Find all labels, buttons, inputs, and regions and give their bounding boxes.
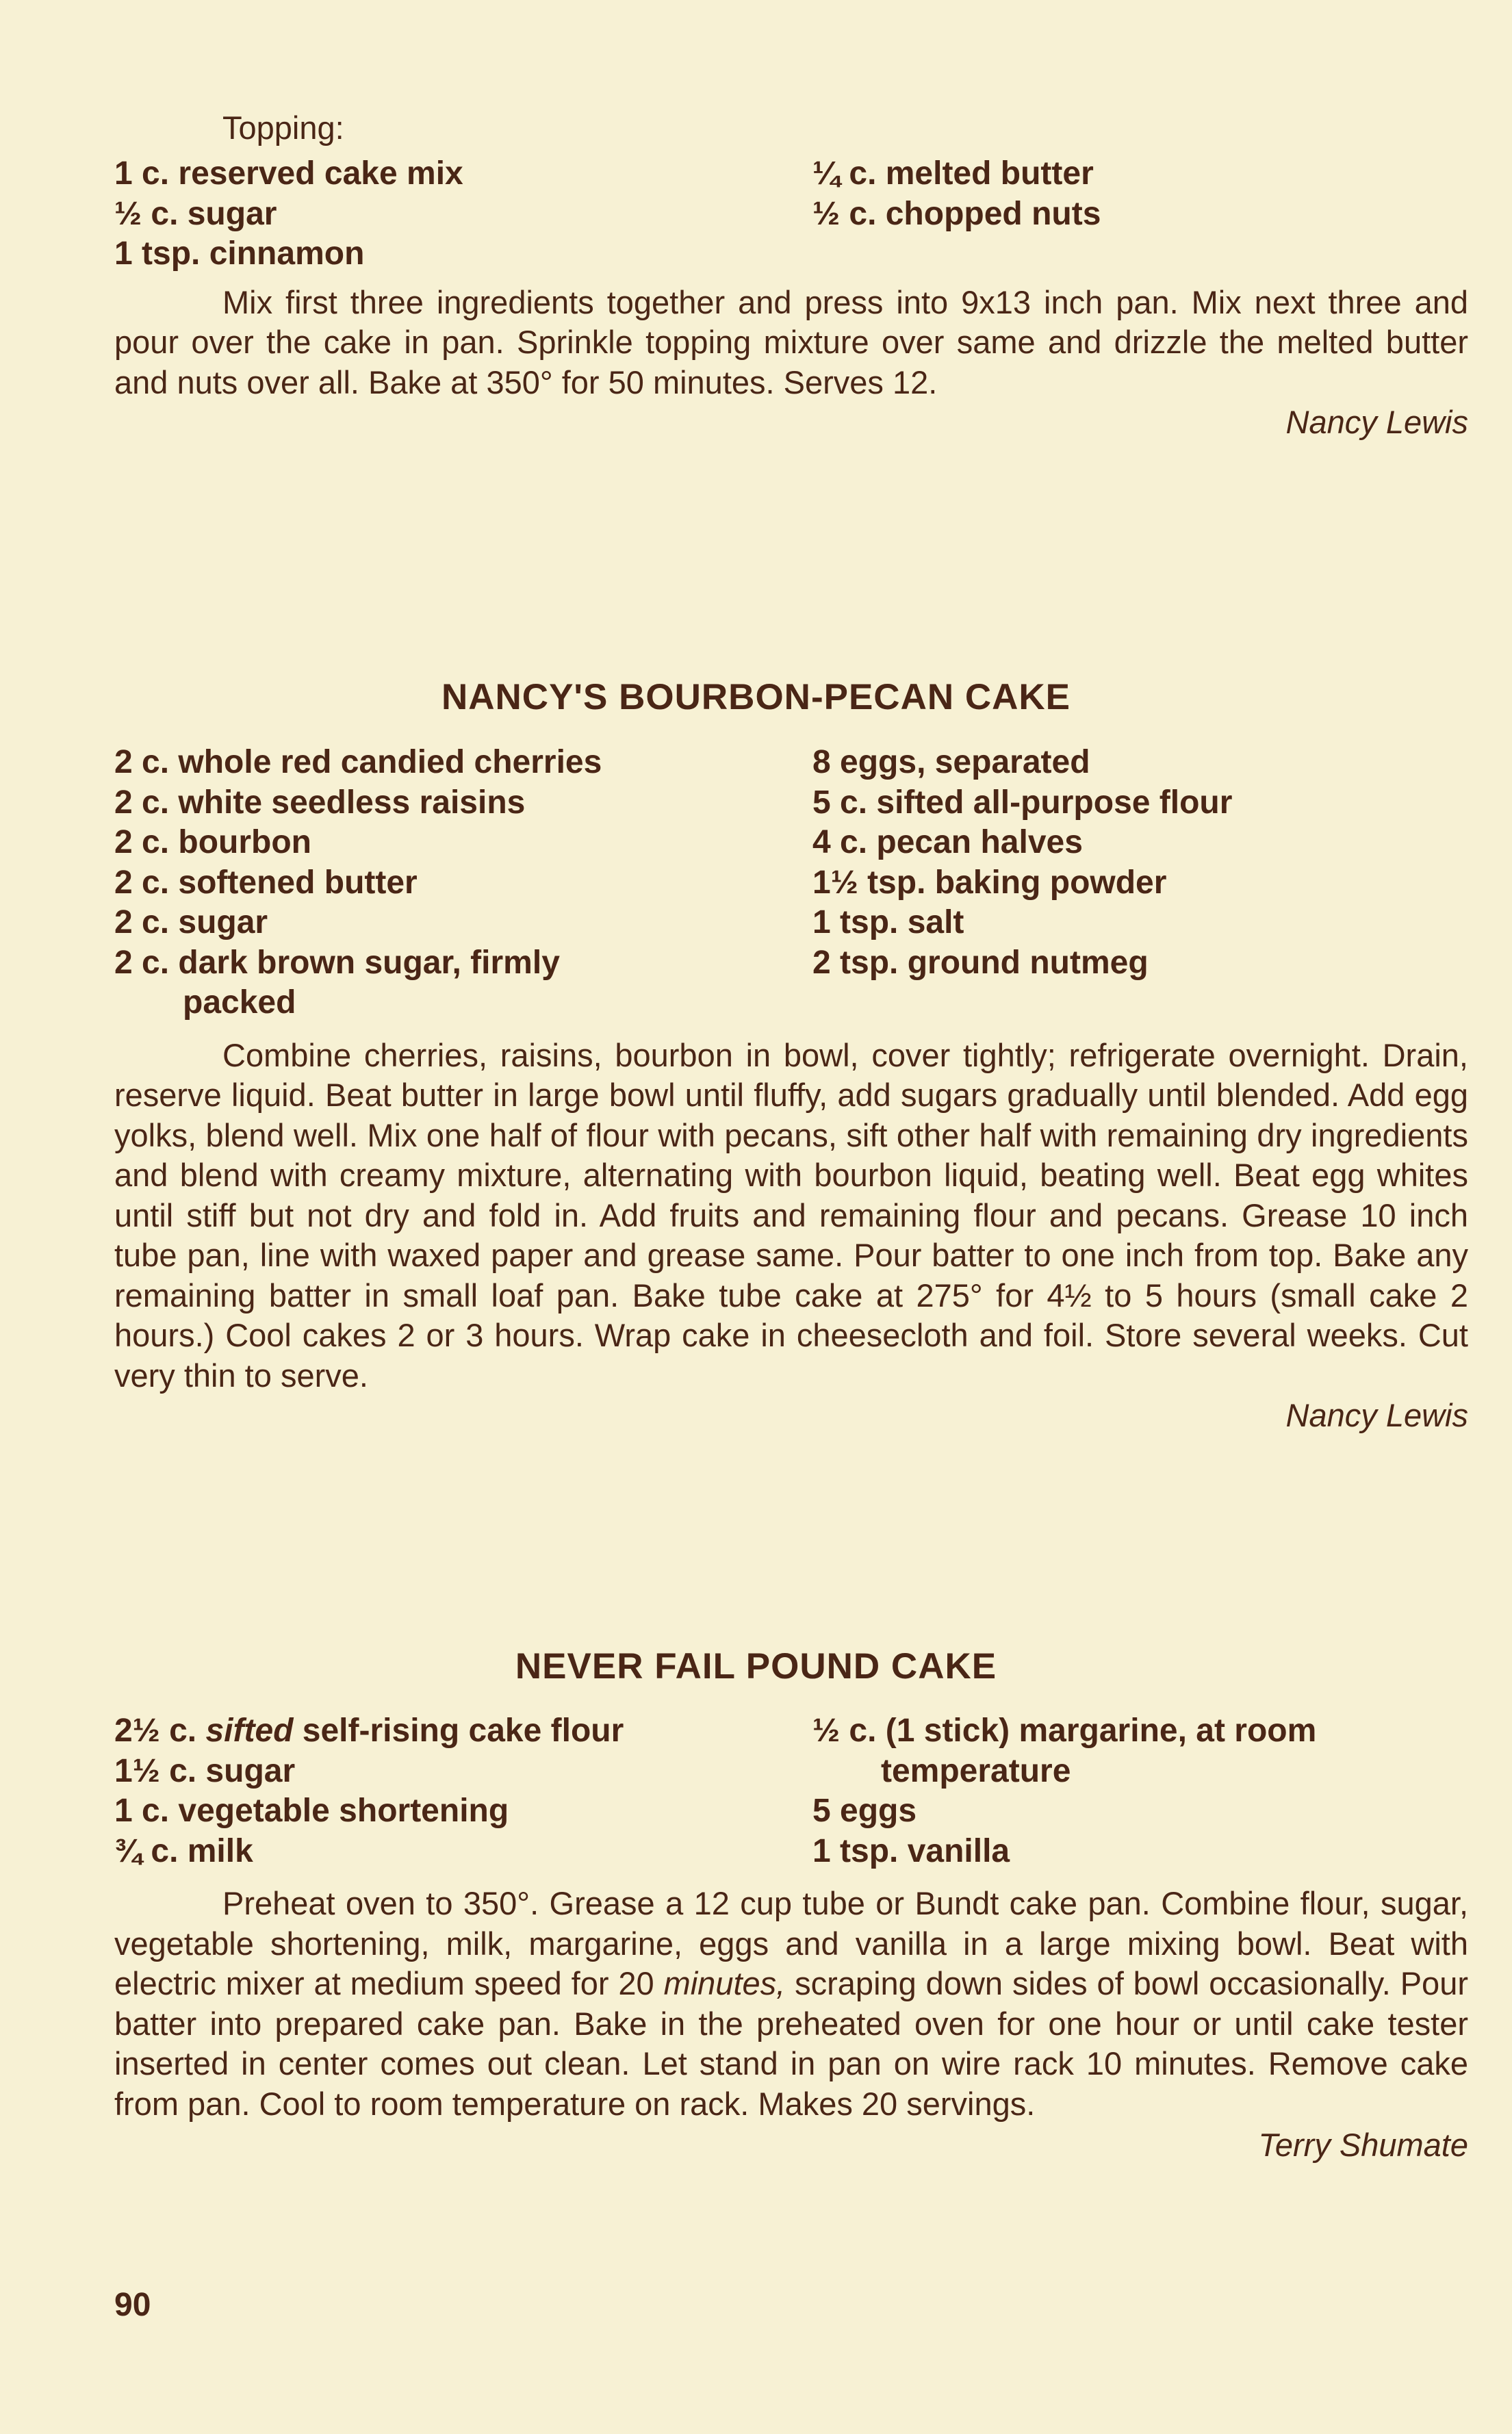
- ingredients-right: [812, 1711, 1468, 1871]
- topping-section: [114, 108, 1468, 442]
- recipe-author: Terry Shumate: [1258, 2127, 1468, 2163]
- ingredient: 2 c. softened butter: [114, 864, 418, 901]
- topping-ingredients-left: [114, 154, 812, 274]
- ingredient: 5 c. sifted all-purpose flour: [812, 784, 1233, 821]
- emphasis: sifted: [205, 1713, 294, 1749]
- ingredient: ¾ c. milk: [114, 1832, 253, 1869]
- ingredient: ½ c. (1 stick) margarine, at room: [812, 1713, 1317, 1749]
- ingredient: 2 c. sugar: [114, 904, 268, 940]
- pound-cake-ingredients: [114, 1711, 1468, 1871]
- ingredient: 4 c. pecan halves: [812, 824, 1083, 860]
- ingredient: 2 tsp. ground nutmeg: [812, 944, 1149, 981]
- recipe-author: Nancy Lewis: [1285, 1397, 1468, 1433]
- bourbon-pecan-ingredients: [114, 743, 1468, 1023]
- ingredient-continuation: packed: [183, 984, 296, 1021]
- emphasis: minutes,: [663, 1965, 786, 2001]
- ingredient: 1½ c. sugar: [114, 1752, 296, 1789]
- pound-cake-section: [114, 1711, 1468, 2165]
- ingredient: 2½ c. sifted self-rising cake flour: [114, 1713, 624, 1749]
- ingredient: 1 tsp. vanilla: [812, 1832, 1010, 1869]
- ingredient: ½ c. sugar: [114, 195, 277, 232]
- recipe-author: Nancy Lewis: [1285, 404, 1468, 440]
- recipe-title: NEVER FAIL POUND CAKE: [515, 1646, 997, 1687]
- pound-cake-directions: Preheat oven to 350°. Grease a 12 cup tube or Bundt cake pan. Combine flour, sugar, vegetable shortening, milk, margarine, eggs and vanilla in a large mixing bowl. Beat with electric mixer at medium speed for 20 minutes, scraping down sides of bowl occasionally. Pour batter into prepared cake pan. Bake in the preheated oven for one hour or until cake tester inserted in center comes out clean. Let stand in pan on wire rack 10 minutes. Remove cake from pan. Cool to room temperature on rack. Makes 20 servings.: [114, 1885, 1468, 2122]
- ingredient: 2 c. bourbon: [114, 824, 311, 860]
- bourbon-pecan-directions: Combine cherries, raisins, bourbon in bowl, cover tightly; refrigerate overnight. Drain, reserve liquid. Beat butter in large bowl until fluffy, add sugars gradually until blended. Add egg yolks, blend well. Mix one half of flour with pecans, sift other half with remaining dry ingredients and blend with creamy mixture, alternating with bourbon liquid, beating well. Beat egg whites until stiff but not dry and fold in. Add fruits and remaining flour and pecans. Grease 10 inch tube pan, line with waxed paper and grease same. Pour batter to one inch from top. Bake any remaining batter in small loaf pan. Bake tube cake at 275° for 4½ to 5 hours (small cake 2 hours.) Cool cakes 2 or 3 hours. Wrap cake in cheesecloth and foil. Store several weeks. Cut very thin to serve.: [114, 1036, 1468, 1394]
- topping-ingredients: [114, 154, 1468, 274]
- ingredients-left: [114, 1711, 812, 1871]
- page-number: 90: [114, 2287, 151, 2323]
- topping-ingredients-right: [812, 154, 1468, 274]
- ingredient: 1 c. reserved cake mix: [114, 155, 463, 192]
- ingredient: 1 tsp. cinnamon: [114, 235, 365, 272]
- ingredient: ½ c. chopped nuts: [812, 195, 1101, 232]
- ingredients-right: [812, 743, 1468, 1023]
- ingredient: 1 c. vegetable shortening: [114, 1793, 509, 1829]
- ingredient: ¼ c. melted butter: [812, 155, 1094, 192]
- ingredients-left: [114, 743, 812, 1023]
- ingredient: 1 tsp. salt: [812, 904, 964, 940]
- ingredient: 2 c. dark brown sugar, firmly: [114, 944, 560, 981]
- ingredient-continuation: temperature: [881, 1752, 1071, 1789]
- ingredient: 8 eggs, separated: [812, 744, 1090, 780]
- topping-label: Topping:: [222, 110, 344, 146]
- ingredient: 2 c. whole red candied cherries: [114, 744, 602, 780]
- recipe-title: NANCY'S BOURBON-PECAN CAKE: [441, 677, 1071, 717]
- ingredient: 1½ tsp. baking powder: [812, 864, 1167, 901]
- bourbon-pecan-section: [114, 743, 1468, 1435]
- topping-directions: Mix first three ingredients together and press into 9x13 inch pan. Mix next three and pour over the cake in pan. Sprinkle topping mixture over same and drizzle the melted butter and nuts over all. Bake at 350° for 50 minutes. Serves 12.: [114, 283, 1468, 400]
- ingredient: 2 c. white seedless raisins: [114, 784, 526, 821]
- ingredient: 5 eggs: [812, 1793, 917, 1829]
